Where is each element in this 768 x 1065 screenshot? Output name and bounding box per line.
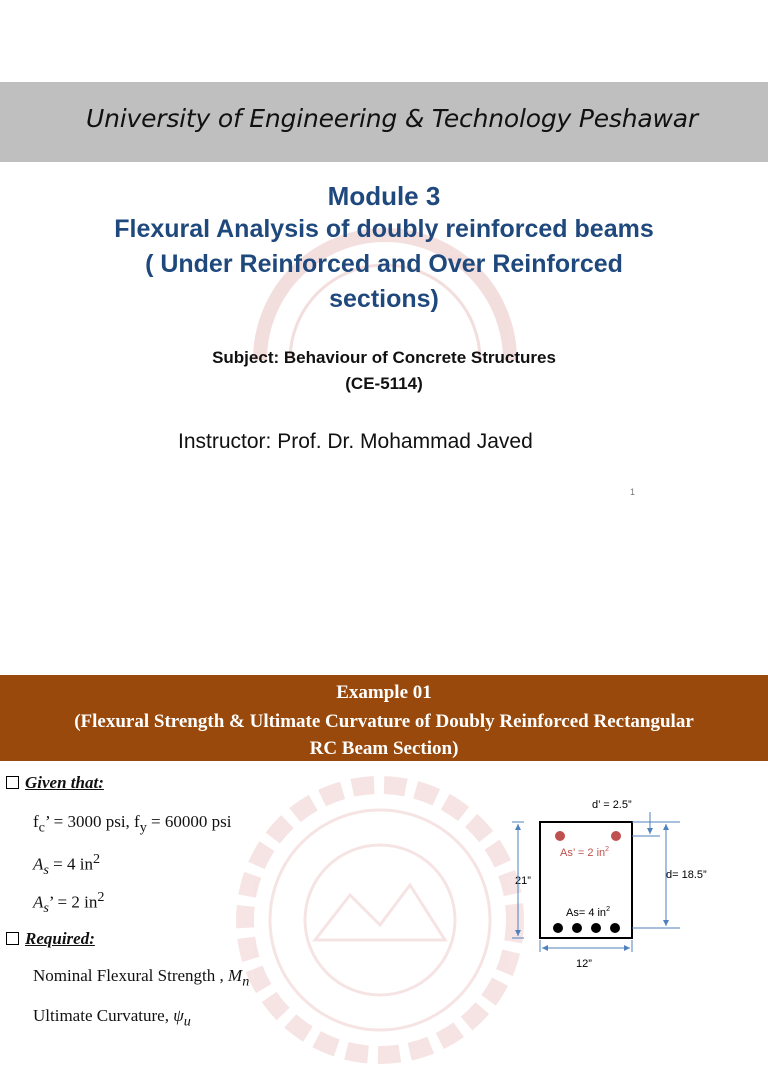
d-prime-label: d’ = 2.5” xyxy=(592,799,632,811)
given-heading: Given that: xyxy=(6,773,104,793)
page-number: 1 xyxy=(630,487,636,497)
required-heading: Required: xyxy=(6,929,95,949)
subject-block xyxy=(0,345,768,397)
compression-bar xyxy=(611,831,621,841)
beam-section-diagram xyxy=(500,790,740,970)
instructor: Instructor: Prof. Dr. Mohammad Javed xyxy=(178,430,533,453)
required-ultimate-curvature: Ultimate Curvature, $\psi_u$ xyxy=(33,1006,191,1030)
subject-line: Subject: Behaviour of Concrete Structures xyxy=(212,348,556,367)
module-title-line-2: ( Under Reinforced and Over Reinforced xyxy=(145,250,623,278)
given-material-strengths: $f_c$’ = 3000 psi, $f_y = 60000$ psi xyxy=(33,812,232,836)
example-subtitle-line-2: RC Beam Section) xyxy=(309,738,459,759)
as-label: As= 4 $in^2$ xyxy=(566,906,610,919)
d-label: d= 18.5” xyxy=(666,869,707,881)
checkbox-bullet-icon xyxy=(6,932,19,945)
example-subtitle-line-1: (Flexural Strength & Ultimate Curvature of Doubly Reinforced Rectangular xyxy=(74,711,694,732)
height-label: 21” xyxy=(515,875,531,887)
tension-bar xyxy=(610,923,620,933)
given-compression-steel: $A_s$’ = 2 $in^2$ xyxy=(33,889,105,917)
university-name: University of Engineering & Technology Peshawar xyxy=(86,104,698,133)
checkbox-bullet-icon xyxy=(6,776,19,789)
width-label: 12” xyxy=(576,958,592,970)
tension-bar xyxy=(572,923,582,933)
given-tension-steel: $A_s = 4$ $in^2$ xyxy=(33,851,101,879)
subject-code: (CE-5114) xyxy=(345,374,423,393)
compression-bar xyxy=(555,831,565,841)
tension-bar xyxy=(591,923,601,933)
required-nominal-strength: Nominal Flexural Strength , $M_n$ xyxy=(33,966,250,990)
tension-bar xyxy=(553,923,563,933)
example-slide xyxy=(0,675,768,1030)
module-number: Module 3 xyxy=(327,181,441,211)
module-title-line-3: sections) xyxy=(329,285,439,313)
example-title: Example 01 xyxy=(336,682,432,703)
as-prime-label: As’ = 2 $in^2$ xyxy=(560,846,610,859)
module-heading xyxy=(0,180,768,317)
module-title-line-1: Flexural Analysis of doubly reinforced beams xyxy=(114,215,654,243)
